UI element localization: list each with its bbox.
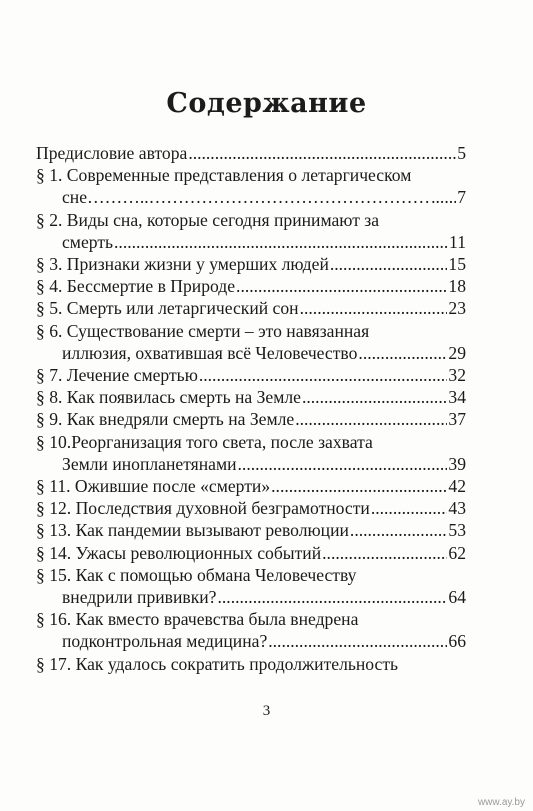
toc-entry-title: § 1. Современные представления о летаргическом	[36, 165, 412, 186]
toc-entry-title: § 13. Как пандемии вызывают революции	[36, 520, 349, 541]
toc-page-number: 66	[448, 631, 466, 652]
toc-line	[36, 386, 466, 408]
toc-line	[36, 275, 466, 297]
toc-page-number: 34	[448, 387, 466, 408]
toc-line	[36, 253, 466, 275]
toc-page-number: 15	[448, 254, 466, 275]
toc-entry-title: § 12. Последствия духовной безграмотности	[36, 498, 370, 519]
toc-entry-title: § 4. Бессмертие в Природе	[36, 276, 236, 297]
toc-line	[36, 186, 466, 208]
table-of-contents	[36, 142, 466, 675]
toc-line	[36, 431, 466, 453]
toc-line	[36, 453, 466, 475]
toc-line	[36, 519, 466, 541]
dot-leader	[330, 253, 448, 275]
toc-line	[36, 630, 466, 652]
toc-entry-title: Земли инопланетянами	[62, 453, 237, 474]
toc-entry-title: § 5. Смерть или летаргический сон	[36, 298, 299, 319]
toc-line	[36, 364, 466, 386]
toc-entry-title: подконтрольная медицина?	[62, 631, 268, 652]
toc-page-number: 53	[448, 520, 466, 541]
toc-line	[36, 342, 466, 364]
toc-line	[36, 408, 466, 430]
dot-leader	[295, 408, 447, 430]
toc-line	[36, 653, 466, 675]
toc-page-number: 32	[448, 365, 466, 386]
toc-entry-title: § 10.Реорганизация того света, после захвата	[36, 431, 373, 452]
toc-page-number: 37	[448, 409, 466, 430]
toc-entry-title: иллюзия, охватившая всё Человечество	[62, 342, 358, 363]
toc-entry-title: § 11. Ожившие после «смерти»	[36, 476, 271, 497]
toc-page-number: 42	[448, 476, 466, 497]
toc-line	[36, 142, 466, 164]
dot-leader	[218, 586, 448, 608]
dot-leader	[268, 630, 447, 652]
toc-page-number: 23	[448, 298, 466, 319]
toc-entry-title: внедрили прививки?	[62, 587, 217, 608]
toc-page-number: 62	[448, 542, 466, 563]
toc-entry-title: Предисловие автора	[36, 143, 188, 163]
toc-entry-title: § 17. Как удалось сократить продолжительность	[36, 653, 399, 674]
toc-line	[36, 231, 466, 253]
dot-leader	[371, 497, 448, 519]
toc-entry-title: § 14. Ужасы революционных событий	[36, 542, 322, 563]
toc-line	[36, 497, 466, 519]
dot-leader	[302, 386, 447, 408]
toc-line	[36, 320, 466, 342]
dot-leader	[238, 453, 448, 475]
dot-leader	[114, 231, 448, 253]
toc-entry-title: сне………..…………………………………………	[62, 187, 431, 208]
toc-line	[36, 608, 466, 630]
dot-leader	[300, 297, 448, 319]
toc-page-number: 18	[448, 276, 466, 297]
toc-entry-title: § 16. Как вместо врачевства была внедрена	[36, 609, 359, 630]
dot-leader	[271, 475, 447, 497]
toc-line	[36, 164, 466, 186]
toc-entry-title: смерть	[62, 231, 114, 252]
toc-line	[36, 564, 466, 586]
toc-page-number: 39	[448, 453, 466, 474]
toc-entry-title: § 2. Виды сна, которые сегодня принимают за	[36, 209, 380, 230]
toc-entry-title: § 15. Как с помощью обмана Человечеству	[36, 564, 357, 585]
dot-leader	[350, 519, 447, 541]
toc-entry-title: § 6. Существование смерти – это навязанная	[36, 320, 370, 341]
toc-page-number: 11	[449, 231, 466, 252]
toc-page-number: 43	[448, 498, 466, 519]
dot-leader	[322, 542, 447, 564]
toc-line	[36, 586, 466, 608]
toc-page-number: 5	[457, 143, 466, 163]
toc-entry-title: § 9. Как внедряли смерть на Земле	[36, 409, 295, 430]
toc-page-number: 29	[448, 342, 466, 363]
toc-entry-title: § 8. Как появилась смерть на Земле	[36, 387, 301, 408]
dot-leader	[431, 186, 456, 208]
toc-line	[36, 209, 466, 231]
watermark: www.ay.by	[477, 797, 525, 808]
toc-entry-title: § 7. Лечение смертью	[36, 365, 198, 386]
dot-leader	[199, 364, 448, 386]
toc-entry-title: § 3. Признаки жизни у умерших людей	[36, 254, 329, 275]
toc-page-number: 64	[448, 587, 466, 608]
toc-line	[36, 542, 466, 564]
page-number: 3	[262, 703, 271, 719]
toc-page-number: 7	[457, 187, 466, 208]
dot-leader	[358, 342, 447, 364]
toc-line	[36, 475, 466, 497]
page-title: Содержание	[166, 88, 367, 119]
dot-leader	[188, 142, 456, 164]
toc-line	[36, 297, 466, 319]
dot-leader	[236, 275, 447, 297]
